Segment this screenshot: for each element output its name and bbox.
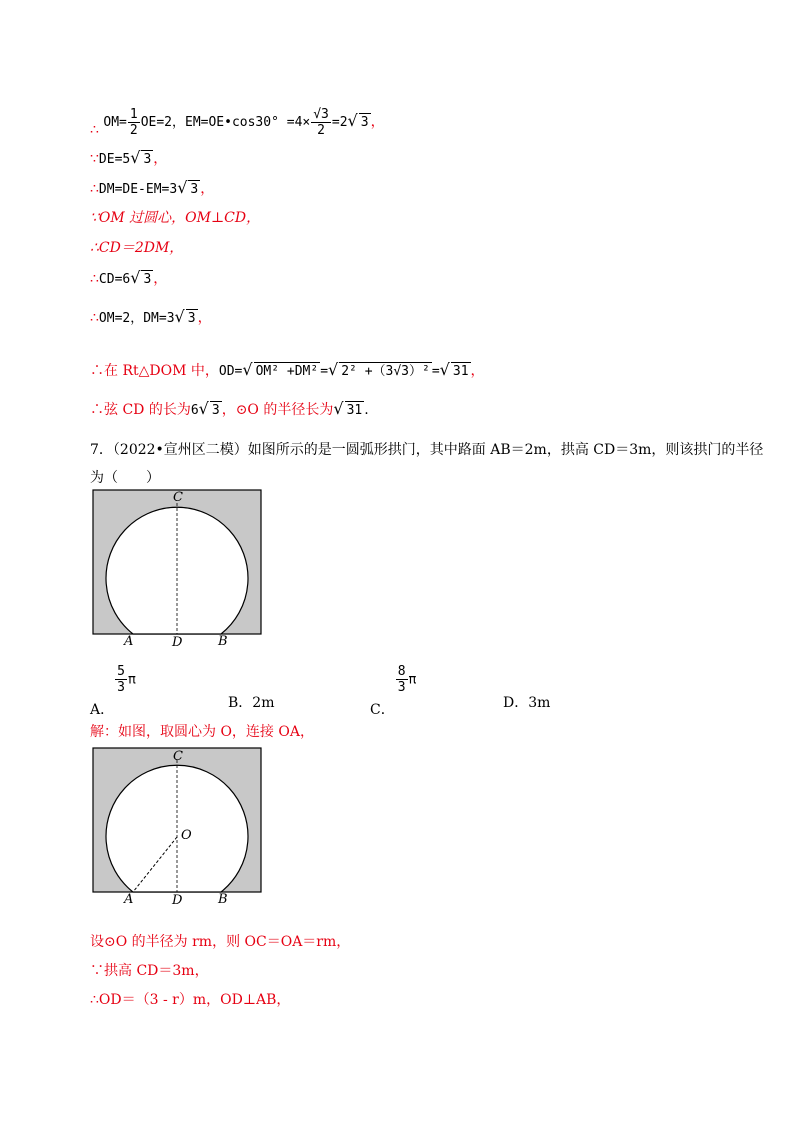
label-c: C [173, 490, 183, 505]
l9-text-a: ∴弦 CD 的长为 [90, 402, 191, 418]
solution-line-6 [90, 268, 167, 290]
l8-text-a: OD= [218, 364, 243, 379]
question-line-2: 为（ ） [90, 470, 160, 486]
solution-line-9 [90, 399, 369, 421]
radicand: 3 [187, 311, 196, 326]
option-b[interactable]: B．2m [228, 695, 275, 711]
l1-text-c: =2 [331, 115, 348, 130]
fraction-one-half [128, 107, 140, 138]
therefore-symbol: ∴ [90, 122, 99, 138]
radical-sign: √ [130, 268, 141, 287]
radicand: 3 [143, 152, 152, 167]
option-c-fraction [396, 664, 408, 695]
option-a-label: A． [90, 701, 115, 718]
radical-sign: √ [174, 307, 185, 326]
option-d[interactable]: D．3m [503, 695, 551, 711]
therefore-symbol: ∴ [90, 181, 99, 197]
answer-intro: 解：如图，取圆心为 O，连接 OA， [90, 724, 314, 740]
l9-text-b: 6 [190, 403, 199, 418]
radicand-2: 2² +（3√3）² [341, 364, 430, 379]
answer-line-3: ∴OD＝（3 - r）m，OD⊥AB， [90, 992, 291, 1008]
label-a: A [124, 892, 134, 905]
frac2-num: √3 [313, 106, 329, 122]
label-c: C [173, 749, 183, 764]
because-symbol: ∵ [90, 151, 99, 167]
l8-end: ， [470, 363, 485, 379]
label-d: D [172, 635, 183, 650]
radicand-2: 31 [346, 403, 363, 418]
frac-den: 3 [117, 680, 125, 695]
answer-line-1: 设⊙O 的半径为 rm，则 OC＝OA＝rm， [90, 934, 351, 950]
l9-end: . [364, 402, 369, 418]
radicand: 3 [360, 115, 369, 130]
radicand-1: OM² +DM² [255, 364, 319, 379]
solution-line-7 [90, 307, 212, 329]
l7-text: OM=2，DM=3 [98, 311, 175, 326]
fraction-sqrt3-over-2 [311, 107, 331, 138]
option-c[interactable] [370, 664, 417, 718]
solution-line-2 [90, 148, 167, 170]
label-b: B [218, 634, 228, 649]
radical-sign: √ [439, 360, 450, 379]
label-a: A [124, 634, 134, 649]
l8-text-c: = [431, 364, 440, 379]
l6-end: ， [153, 271, 168, 287]
radical-sign: √ [130, 148, 141, 167]
radicand: 3 [143, 272, 152, 287]
l1-end: ， [370, 114, 385, 130]
l8-text-b: = [320, 364, 329, 379]
label-o: O [181, 828, 192, 843]
frac2-den: 2 [317, 122, 325, 138]
label-b: B [218, 892, 228, 905]
option-a[interactable] [90, 664, 136, 718]
l3-end: ， [200, 181, 215, 197]
pi-symbol: π [408, 672, 417, 688]
pi-symbol: π [127, 672, 136, 688]
solution-line-5: ∴CD＝2DM， [90, 240, 184, 256]
l1-text-b: OE=2，EM=OE•cos30° =4× [140, 115, 311, 130]
radical-sign: √ [333, 399, 344, 418]
arch-figure [90, 485, 265, 650]
label-d: D [172, 893, 183, 905]
therefore-symbol: ∴ [90, 310, 99, 326]
solution-line-8 [90, 360, 485, 382]
radicand-3: 31 [452, 364, 469, 379]
radicand: 3 [211, 403, 220, 418]
arch-figure-with-center [90, 740, 265, 905]
solution-line-3 [90, 178, 214, 200]
solution-line-1 [90, 105, 385, 139]
radicand: 3 [190, 182, 199, 197]
l6-text: CD=6 [98, 272, 131, 287]
l2-text: DE=5 [98, 152, 131, 167]
l1-text-a: OM= [103, 115, 127, 130]
l9-text-c: ，⊙O 的半径长为 [221, 402, 334, 418]
l8-prefix: ∴在 Rt△DOM 中， [90, 363, 219, 379]
question-line-1: 7．（2022•宣州区二模）如图所示的是一圆弧形拱门，其中路面 AB＝2m，拱高 CD＝3m，则该拱门的半径 [90, 442, 764, 458]
radical-sign: √ [347, 111, 358, 130]
frac-den: 3 [397, 680, 406, 695]
radical-sign: √ [198, 399, 209, 418]
frac-num: 8 [397, 664, 406, 679]
frac-den: 2 [129, 122, 138, 138]
therefore-symbol: ∴ [90, 271, 99, 287]
l2-end: ， [153, 151, 168, 167]
radical-sign: √ [242, 360, 253, 379]
frac-num: 5 [117, 664, 125, 679]
l3-text: DM=DE-EM=3 [98, 182, 178, 197]
option-c-label: C． [370, 701, 395, 718]
frac-num: 1 [129, 106, 138, 122]
radical-sign: √ [177, 178, 188, 197]
radical-sign: √ [328, 360, 339, 379]
option-a-fraction [115, 664, 127, 695]
answer-line-2: ∵拱高 CD＝3m， [90, 963, 209, 979]
solution-line-4: ∵OM 过圆心，OM⊥CD， [90, 210, 261, 226]
l7-end: ， [197, 310, 212, 326]
